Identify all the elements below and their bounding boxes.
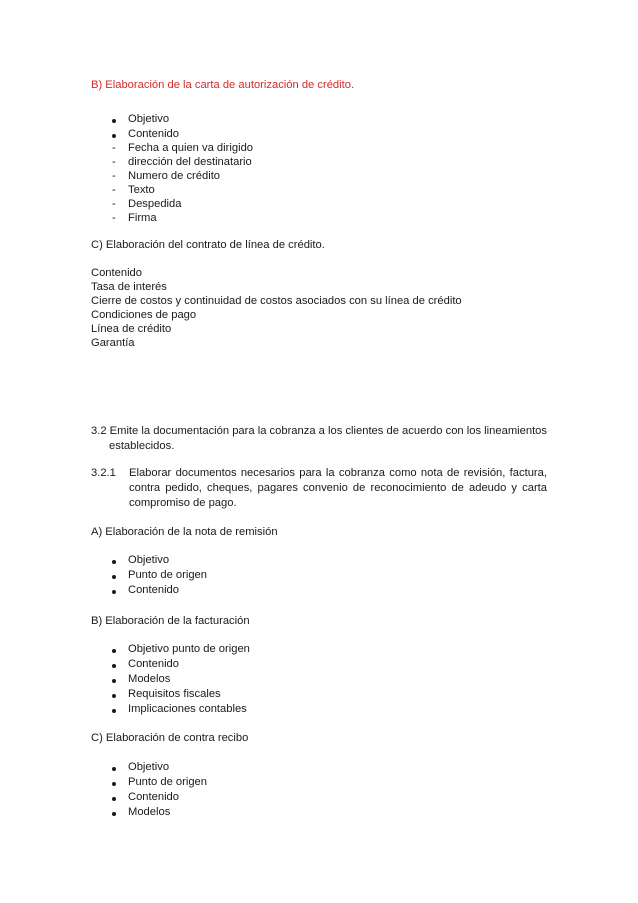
bullet-icon [112,812,116,816]
list-item: Objetivo [128,113,170,125]
section-heading-contrato: C) Elaboración del contrato de línea de crédito. [91,239,325,251]
bullet-icon [112,679,116,683]
list-item: Objetivo punto de origen [128,643,250,655]
dash-marker: - [112,212,116,224]
section-heading-facturacion: B) Elaboración de la facturación [91,615,250,627]
list-item: Requisitos fiscales [128,688,221,700]
section-heading-nota-remision: A) Elaboración de la nota de remisión [91,526,278,538]
list-item: Modelos [128,806,171,818]
list-item: Objetivo [128,554,170,566]
bullet-icon [112,664,116,668]
bullet-icon [112,797,116,801]
bullet-icon [112,709,116,713]
section-heading-contra-recibo: C) Elaboración de contra recibo [91,732,249,744]
text-line: Contenido [91,267,143,279]
bullet-icon [112,590,116,594]
bullet-icon [112,575,116,579]
text-line: Tasa de interés [91,281,167,293]
bullet-icon [112,560,116,564]
paragraph-3-2-1-line-2: contra pedido, cheques, pagares convenio de reconocimiento de adeudo y carta [129,482,547,494]
bullet-icon [112,767,116,771]
paragraph-number: 3.2.1 [91,467,116,479]
dash-marker: - [112,184,116,196]
list-item: Modelos [128,673,171,685]
list-item: Punto de origen [128,569,207,581]
list-item: Despedida [128,198,182,210]
text-line: Cierre de costos y continuidad de costos asociados con su línea de crédito [91,295,462,307]
bullet-icon [112,649,116,653]
bullet-icon [112,694,116,698]
paragraph-3-2-1-line-3: compromiso de pago. [129,497,237,509]
paragraph-3-2-line-1: 3.2 Emite la documentación para la cobranza a los clientes de acuerdo con los lineamientos [91,425,547,437]
text-line: Línea de crédito [91,323,172,335]
text-line: Garantía [91,337,135,349]
list-item: Texto [128,184,155,196]
paragraph-3-2-line-2: establecidos. [109,440,175,452]
dash-marker: - [112,156,116,168]
bullet-icon [112,782,116,786]
dash-marker: - [112,170,116,182]
dash-marker: - [112,142,116,154]
bullet-icon [112,119,116,123]
list-item: Fecha a quien va dirigido [128,142,254,154]
list-item: Numero de crédito [128,170,221,182]
dash-marker: - [112,198,116,210]
list-item: Contenido [128,128,180,140]
bullet-icon [112,134,116,138]
paragraph-3-2-1-line-1: Elaborar documentos necesarios para la cobranza como nota de revisión, factura, [129,467,547,479]
list-item: dirección del destinatario [128,156,252,168]
section-heading-carta-autorizacion: B) Elaboración de la carta de autorización de crédito. [91,79,355,91]
list-item: Contenido [128,791,180,803]
list-item: Contenido [128,658,180,670]
list-item: Contenido [128,584,180,596]
text-line: Condiciones de pago [91,309,197,321]
list-item: Firma [128,212,157,224]
list-item: Implicaciones contables [128,703,247,715]
list-item: Punto de origen [128,776,207,788]
list-item: Objetivo [128,761,170,773]
